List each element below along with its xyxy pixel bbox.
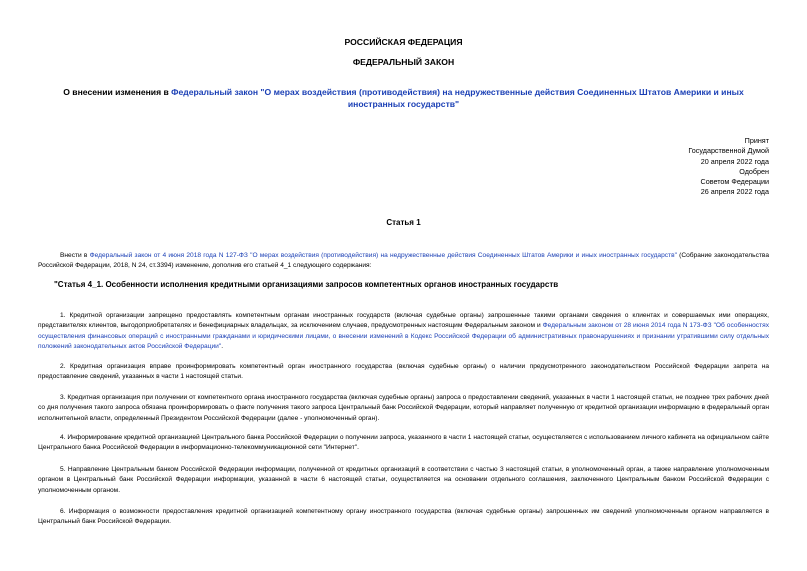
intro-paragraph bbox=[38, 251, 769, 272]
article-4-1-title: "Статья 4_1. Особенности исполнения кредитными организациями запросов компетентных органов иностранных государств bbox=[54, 280, 559, 289]
intro-text-1: Внести в bbox=[60, 252, 90, 259]
paragraph-4 bbox=[38, 433, 769, 454]
paragraph-6-text: 6. Информация о возможности предоставления кредитной организацией компетентному органу иностранного государства (включая судебные органы) запрошенных им сведений уполномоченным органом направляется в Центральный банк Российской Федерации. bbox=[38, 508, 769, 526]
approved-by: Советом Федерации bbox=[700, 177, 769, 187]
law-title bbox=[50, 86, 757, 110]
paragraph-1-text: 1. Кредитной организации запрещено предоставлять компетентным органам иностранных государств (включая судебные органы) запрошенные такими органами сведения о клиентах и совершаемых ими операциях, представителях клиентов, выгодоприобретателях и бенефициарных владельцах, за исключением случаев, предусмотренных настоящим Федеральным законом и bbox=[38, 312, 769, 330]
adopted-by: Государственной Думой bbox=[688, 146, 769, 156]
paragraph-2 bbox=[38, 362, 769, 383]
paragraph-1-end: . bbox=[221, 343, 224, 351]
law-title-link[interactable]: Федеральный закон "О мерах воздействия (противодействия) на недружественные действия Соединенных Штатов Америки и иных иностранных государств" bbox=[171, 87, 744, 109]
paragraph-6 bbox=[38, 507, 769, 528]
intro-law-link[interactable]: Федеральный закон от 4 июня 2018 года N 127-ФЗ "О мерах воздействия (противодействия) на недружественные действия Соединенных Штатов Америки и иных иностранных государств" bbox=[89, 252, 677, 259]
paragraph-3-text: 3. Кредитная организация при получении от компетентного органа иностранного государства (включая судебные органы) запроса о предоставлении сведений, указанных в части 1 настоящей статьи, не позднее трех рабочих дней со дня получения такого запроса обязана проинформировать о факте получения такого запроса Центральный банк Российской Федерации, который направляет полученную от кредитной организации информацию в федеральный орган исполнительной власти, определенный Президентом Российской Федерации (далее - уполномоченный орган). bbox=[38, 394, 769, 422]
approved-date: 26 апреля 2022 года bbox=[700, 187, 769, 197]
paragraph-3 bbox=[38, 393, 769, 424]
paragraph-1 bbox=[38, 311, 769, 353]
paragraph-4-text: 4. Информирование кредитной организацией Центрального банка Российской Федерации о получении запроса, указанного в части 1 настоящей статьи, осуществляется с использованием личного кабинета на официальном сайте Центрального банка Российской Федерации в информационно-телекоммуникационной сети "Интернет". bbox=[38, 434, 769, 452]
approved-label: Одобрен bbox=[739, 166, 769, 176]
paragraph-2-text: 2. Кредитная организация вправе проинформировать компетентный орган иностранного государства (включая судебные органы) о наличии предусмотренного законодательством Российской Федерации запрета на предоставление сведений, указанных в части 1 настоящей статьи. bbox=[38, 363, 769, 381]
paragraph-1-link[interactable]: Федеральным законом от 28 июня 2014 года N 173-ФЗ "Об особенностях осуществления финансовых операций с иностранными гражданами и юридическими лицами, о внесении изменений в Кодекс Российской Федерации об административных правонарушениях и признании утратившими силу отдельных положений законодательных актов Российской Федерации" bbox=[38, 322, 769, 351]
adopted-date: 20 апреля 2022 года bbox=[700, 156, 769, 166]
article-heading: Статья 1 bbox=[386, 218, 421, 227]
paragraph-5 bbox=[38, 465, 769, 496]
doc-type-heading: ФЕДЕРАЛЬНЫЙ ЗАКОН bbox=[352, 57, 455, 67]
law-title-prefix: О внесении изменения в bbox=[63, 87, 172, 97]
adopted-label: Принят bbox=[744, 136, 769, 145]
adoption-block bbox=[688, 136, 769, 198]
country-heading: РОССИЙСКАЯ ФЕДЕРАЦИЯ bbox=[344, 37, 463, 47]
intro-text-2: (Собрание законодательства Российской Федерации, 2018, N 24, ст.3394) изменение, дополнив его статьей 4_1 следующего содержания: bbox=[38, 252, 769, 270]
paragraph-5-text: 5. Направление Центральным банком Российской Федерации информации, полученной от кредитных организаций в соответствии с частью 3 настоящей статьи, в уполномоченный орган, а также направление уполномоченным органом в Центральный банк Российской Федерации информации, указанной в части 6 настоящей статьи, осуществляется на основании отдельного соглашения, заключенного Центральным банком Российской Федерации с уполномоченным органом. bbox=[38, 466, 769, 494]
